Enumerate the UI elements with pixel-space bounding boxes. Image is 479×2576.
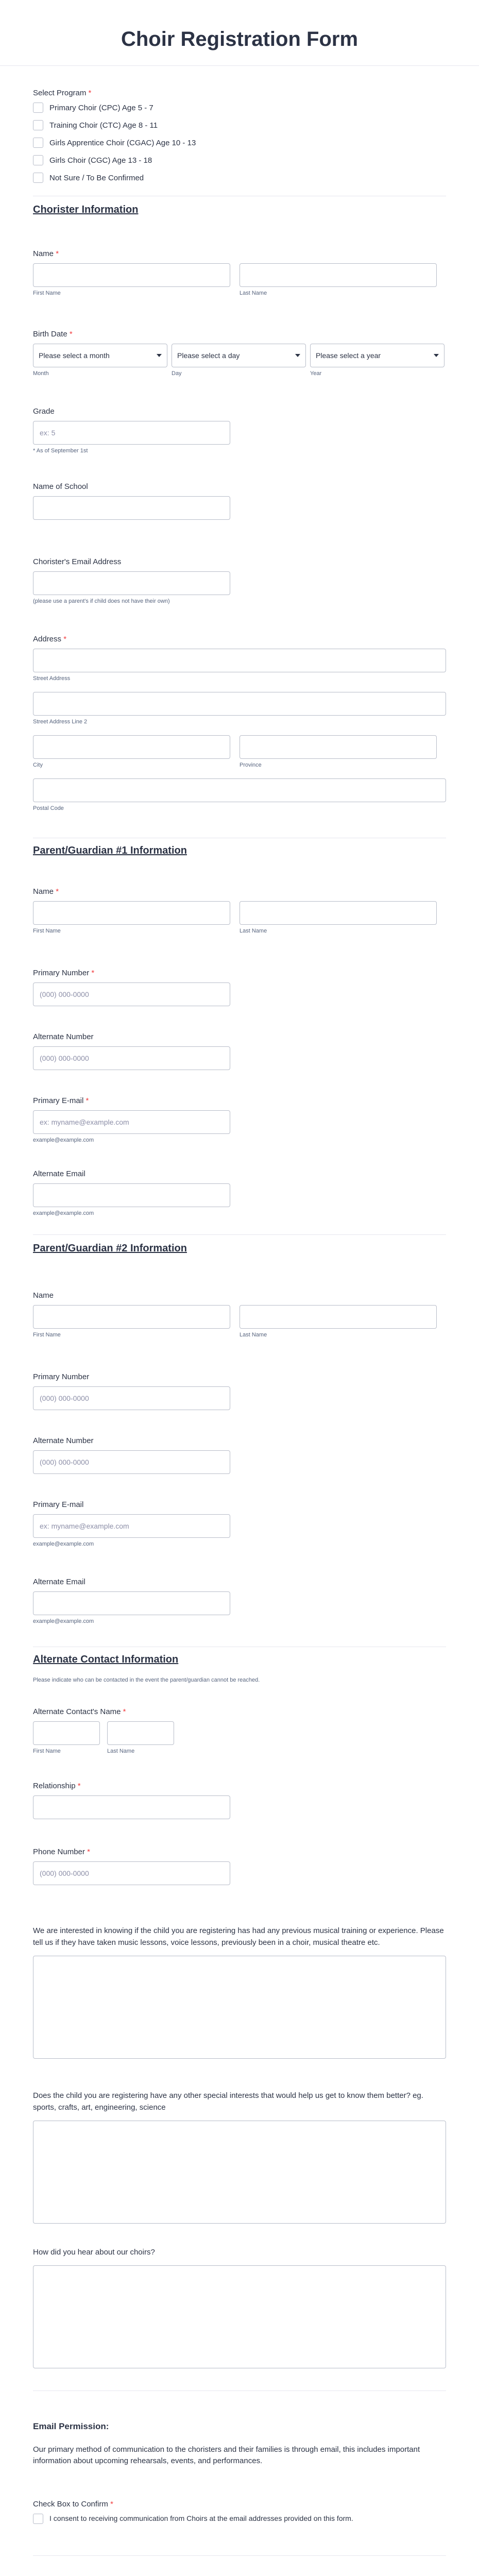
city-input[interactable] <box>33 735 230 759</box>
checkbox[interactable] <box>33 173 43 183</box>
special-interests-textarea[interactable] <box>33 2121 446 2224</box>
parent1-alternate-email-field: Alternate Email example@example.com <box>33 1170 446 1216</box>
street-address-input[interactable] <box>33 649 446 672</box>
email-permission-section: Email Permission: Our primary method of communication to the choristers and their families is through email, this includes important information about upcoming rehearsals, events, and performances. <box>33 2421 420 2465</box>
parent1-heading: Parent/Guardian #1 Information <box>33 845 187 856</box>
question-how-heard: How did you hear about our choirs? <box>33 2246 446 2371</box>
program-option[interactable]: Not Sure / To Be Confirmed <box>33 173 446 183</box>
address-field: Address * Street Address Street Address Line 2 City Province Postal Code <box>33 635 446 811</box>
grade-input[interactable] <box>33 421 230 445</box>
email-permission-confirm: Check Box to Confirm * I consent to receiving communication from Choirs at the email addresses provided on this form. <box>33 2500 446 2524</box>
parent1-email-input[interactable] <box>33 1110 230 1134</box>
divider <box>33 2555 446 2556</box>
musical-training-textarea[interactable] <box>33 1956 446 2059</box>
checkbox[interactable] <box>33 138 43 148</box>
relationship-field: Relationship * <box>33 1782 446 1819</box>
parent2-alternate-number-input[interactable] <box>33 1450 230 1474</box>
parent2-name-field: Name First Name Last Name <box>33 1291 446 1338</box>
parent1-first-name-input[interactable] <box>33 901 230 925</box>
parent1-last-name-input[interactable] <box>239 901 437 925</box>
chevron-down-icon <box>295 354 300 357</box>
form-title: Choir Registration Form <box>0 0 479 66</box>
question-special-interests: Does the child you are registering have any other special interests that would help us get to know them better? eg. sports, crafts, art, engineering, science <box>33 2090 446 2226</box>
province-input[interactable] <box>239 735 437 759</box>
parent1-primary-number-field: Primary Number * (000) 000-0000 <box>33 969 446 1006</box>
parent1-alternate-number-field: Alternate Number (000) 000-0000 <box>33 1032 446 1070</box>
parent2-alternate-number-field: Alternate Number (000) 000-0000 <box>33 1436 446 1474</box>
program-label: Select Program <box>33 89 87 97</box>
checkbox[interactable] <box>33 120 43 130</box>
postal-code-input[interactable] <box>33 778 446 802</box>
day-select[interactable]: Please select a day <box>172 344 306 367</box>
program-option[interactable]: Training Choir (CTC) Age 8 - 11 <box>33 120 446 130</box>
year-select[interactable]: Please select a year <box>310 344 444 367</box>
school-input[interactable] <box>33 496 230 520</box>
alternate-heading: Alternate Contact Information Please indicate who can be contacted in the event the parent/guardian cannot be reached. <box>33 1654 260 1683</box>
parent2-email-input[interactable] <box>33 1514 230 1538</box>
parent2-first-name-input[interactable] <box>33 1305 230 1329</box>
chorister-email-input[interactable] <box>33 571 230 595</box>
alternate-last-name-input[interactable] <box>107 1721 174 1745</box>
checkbox[interactable] <box>33 2514 43 2524</box>
checkbox[interactable] <box>33 103 43 113</box>
chevron-down-icon <box>434 354 439 357</box>
divider <box>33 1234 446 1235</box>
parent1-primary-number-input[interactable] <box>33 982 230 1006</box>
program-section: Select Program * Primary Choir (CPC) Age 5 - 7 Training Choir (CTC) Age 8 - 11 Girls Apprentice Choir (CGAC) Age 10 - 13 Girls Choir (CGC) Age 13 - 18 Not Sure / To Be Confirmed <box>33 89 446 190</box>
parent1-alternate-email-input[interactable] <box>33 1183 230 1207</box>
question-musical-training: We are interested in knowing if the child you are registering has had any previous musical training or experience. Please tell us if they have taken music lessons, voice lessons, previously been in a choir, musical theatre etc. <box>33 1925 446 2061</box>
parent1-email-field: Primary E-mail * ex: myname@example.com example@example.com <box>33 1096 446 1143</box>
chorister-name-field: Name * First Name Last Name <box>33 249 446 296</box>
month-select[interactable]: Please select a month <box>33 344 167 367</box>
alternate-phone-input[interactable] <box>33 1861 230 1885</box>
relationship-input[interactable] <box>33 1795 230 1819</box>
street-address-2-input[interactable] <box>33 692 446 716</box>
last-name-input[interactable] <box>239 263 437 287</box>
checkbox[interactable] <box>33 155 43 165</box>
birth-date-field: Birth Date * Please select a month Month Please select a day Day Please select a year Year <box>33 330 446 377</box>
chorister-email-field: Chorister's Email Address (please use a parent's if child does not have their own) <box>33 557 446 604</box>
alternate-phone-field: Phone Number * (000) 000-0000 <box>33 1848 446 1885</box>
school-field: Name of School <box>33 482 446 520</box>
alternate-first-name-input[interactable] <box>33 1721 100 1745</box>
parent2-alternate-email-input[interactable] <box>33 1591 230 1615</box>
parent2-email-field: Primary E-mail ex: myname@example.com example@example.com <box>33 1500 446 1547</box>
parent2-alternate-email-field: Alternate Email example@example.com <box>33 1578 446 1624</box>
parent1-name-field: Name * First Name Last Name <box>33 887 446 934</box>
parent1-alternate-number-input[interactable] <box>33 1046 230 1070</box>
how-heard-textarea[interactable] <box>33 2265 446 2368</box>
program-option[interactable]: Girls Apprentice Choir (CGAC) Age 10 - 13 <box>33 138 446 148</box>
parent2-heading: Parent/Guardian #2 Information <box>33 1243 187 1254</box>
alternate-name-field: Alternate Contact's Name * First Name Last Name <box>33 1707 446 1754</box>
program-option[interactable]: Primary Choir (CPC) Age 5 - 7 <box>33 103 446 113</box>
parent2-last-name-input[interactable] <box>239 1305 437 1329</box>
email-consent-option[interactable]: I consent to receiving communication from Choirs at the email addresses provided on this form. <box>33 2514 446 2524</box>
grade-field: Grade ex: 5 * As of September 1st <box>33 407 446 454</box>
first-name-input[interactable] <box>33 263 230 287</box>
program-option[interactable]: Girls Choir (CGC) Age 13 - 18 <box>33 155 446 165</box>
chorister-heading: Chorister Information <box>33 204 139 215</box>
chevron-down-icon <box>157 354 162 357</box>
parent2-primary-number-field: Primary Number (000) 000-0000 <box>33 1372 446 1410</box>
parent2-primary-number-input[interactable] <box>33 1386 230 1410</box>
